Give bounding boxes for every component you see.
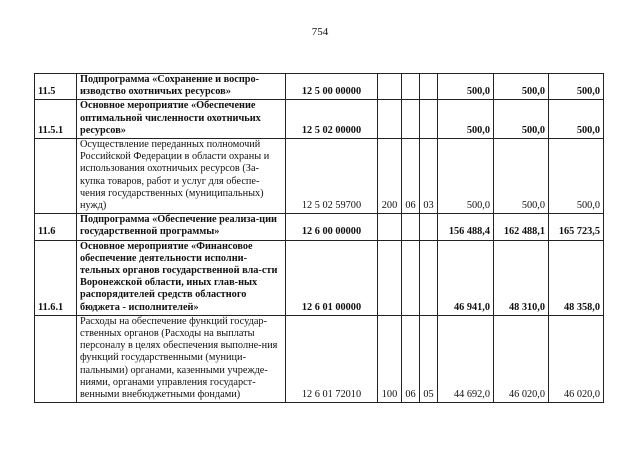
row-number: 11.5 <box>35 74 77 100</box>
amount-year-2: 162 488,1 <box>494 214 549 240</box>
table-row <box>35 240 604 315</box>
row-number: 11.5.1 <box>35 100 77 139</box>
section-code <box>402 100 420 139</box>
row-number <box>35 139 77 214</box>
target-article-code: 12 6 01 00000 <box>286 240 378 315</box>
subsection-code: 05 <box>420 315 438 402</box>
amount-year-3: 165 723,5 <box>549 214 604 240</box>
section-code <box>402 74 420 100</box>
subsection-code <box>420 100 438 139</box>
row-name: Осуществление переданных полномочий Российской Федерации в области охраны и использования охотничьих ресурсов (За-купка товаров, работ и услуг для обеспе-чения государственных (муниципальных) нужд) <box>77 139 286 214</box>
amount-year-1: 500,0 <box>438 100 494 139</box>
amount-year-2: 46 020,0 <box>494 315 549 402</box>
budget-table <box>34 73 604 403</box>
amount-year-1: 44 692,0 <box>438 315 494 402</box>
expense-type-code: 100 <box>378 315 402 402</box>
amount-year-2: 500,0 <box>494 74 549 100</box>
section-code <box>402 240 420 315</box>
section-code: 06 <box>402 139 420 214</box>
expense-type-code <box>378 100 402 139</box>
table-row <box>35 315 604 402</box>
section-code <box>402 214 420 240</box>
amount-year-3: 500,0 <box>549 100 604 139</box>
table-row <box>35 74 604 100</box>
amount-year-1: 500,0 <box>438 74 494 100</box>
expense-type-code: 200 <box>378 139 402 214</box>
subsection-code: 03 <box>420 139 438 214</box>
amount-year-3: 48 358,0 <box>549 240 604 315</box>
amount-year-3: 46 020,0 <box>549 315 604 402</box>
table-row <box>35 139 604 214</box>
row-name: Основное мероприятие «Финансовое обеспечение деятельности исполни-тельных органов государственной вла-сти Воронежской области, иных глав-ных распорядителей средств областного бюджета - исполнителей» <box>77 240 286 315</box>
expense-type-code <box>378 74 402 100</box>
amount-year-3: 500,0 <box>549 139 604 214</box>
row-number <box>35 315 77 402</box>
amount-year-1: 156 488,4 <box>438 214 494 240</box>
amount-year-2: 48 310,0 <box>494 240 549 315</box>
target-article-code: 12 6 00 00000 <box>286 214 378 240</box>
table-row <box>35 214 604 240</box>
amount-year-3: 500,0 <box>549 74 604 100</box>
target-article-code: 12 5 00 00000 <box>286 74 378 100</box>
expense-type-code <box>378 214 402 240</box>
amount-year-2: 500,0 <box>494 139 549 214</box>
amount-year-2: 500,0 <box>494 100 549 139</box>
subsection-code <box>420 240 438 315</box>
subsection-code <box>420 214 438 240</box>
expense-type-code <box>378 240 402 315</box>
table-body <box>35 74 604 403</box>
target-article-code: 12 6 01 72010 <box>286 315 378 402</box>
row-name: Подпрограмма «Обеспечение реализа-ции государственной программы» <box>77 214 286 240</box>
table-row <box>35 100 604 139</box>
row-number: 11.6.1 <box>35 240 77 315</box>
row-name: Основное мероприятие «Обеспечение оптимальной численности охотничьих ресурсов» <box>77 100 286 139</box>
row-name: Расходы на обеспечение функций государ-ственных органов (Расходы на выплаты персоналу в целях обеспечения выполне-ния функций государственными (муници-пальными) органами, казенными учрежде-ниями, органами управления государст-венными внебюджетными фондами) <box>77 315 286 402</box>
page-number: 754 <box>311 26 329 38</box>
amount-year-1: 46 941,0 <box>438 240 494 315</box>
subsection-code <box>420 74 438 100</box>
target-article-code: 12 5 02 59700 <box>286 139 378 214</box>
row-number: 11.6 <box>35 214 77 240</box>
target-article-code: 12 5 02 00000 <box>286 100 378 139</box>
amount-year-1: 500,0 <box>438 139 494 214</box>
row-name: Подпрограмма «Сохранение и воспро-изводство охотничьих ресурсов» <box>77 74 286 100</box>
section-code: 06 <box>402 315 420 402</box>
